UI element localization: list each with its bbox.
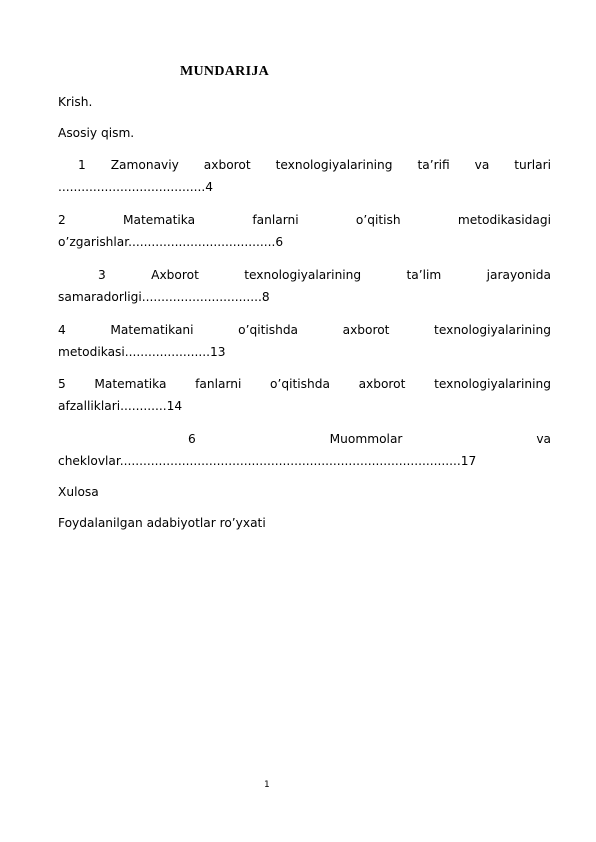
toc-entry-6-line [58, 428, 551, 450]
toc-entry-6-word: Muommolar [329, 432, 403, 446]
toc-entry-1-word: axborot [203, 158, 251, 172]
toc-entry-4-word: o’qitishda [238, 323, 299, 337]
toc-entry-4-word: axborot [342, 323, 390, 337]
toc-entry-3-page-leader: samaradorligi...............................8 [58, 290, 270, 304]
toc-entry-5-line [58, 373, 551, 395]
toc-entry-1-word: Zamonaviy [110, 158, 179, 172]
toc-entry-1-word: va [474, 158, 490, 172]
toc-entry-2-word: fanlarni [252, 213, 299, 227]
toc-entry-2-word: o’qitish [355, 213, 401, 227]
toc-entry-3-word: Axborot [151, 268, 199, 282]
toc-entry-2-number: 2 [58, 213, 66, 227]
toc-entry-5-word: Matematika [94, 377, 167, 391]
toc-entry-2-page-leader: o’zgarishlar......................................6 [58, 235, 284, 249]
toc-entry-2-line [58, 209, 551, 231]
toc-entry-4-number: 4 [58, 323, 66, 337]
toc-entry-2-word: Matematika [123, 213, 196, 227]
toc-entry-references: Foydalanilgan adabiyotlar ro’yxati [58, 516, 266, 530]
toc-entry-3-word: ta’lim [406, 268, 442, 282]
toc-entry-3-word: jarayonida [486, 268, 551, 282]
toc-entry-5-page-leader: afzalliklari............14 [58, 399, 183, 413]
toc-entry-4-line [58, 319, 551, 341]
toc-entry-1-word: turlari [514, 158, 551, 172]
toc-entry-5-number: 5 [58, 377, 66, 391]
toc-entry-2-word: metodikasidagi [457, 213, 551, 227]
toc-entry-introduction: Krish. [58, 95, 93, 109]
toc-entry-4-word: Matematikani [110, 323, 194, 337]
toc-entry-6-word: va [536, 432, 551, 446]
toc-entry-1-number: 1 [78, 158, 86, 172]
toc-entry-1-word: ta’rifi [417, 158, 450, 172]
page-title: MUNDARIJA [180, 64, 270, 79]
toc-entry-5-word: o’qitishda [270, 377, 330, 391]
toc-entry-1 [58, 154, 551, 198]
toc-entry-5-word: fanlarni [195, 377, 242, 391]
toc-entry-3 [58, 264, 551, 308]
toc-entry-3-number: 3 [98, 268, 106, 282]
toc-entry-1-line [58, 154, 551, 176]
toc-entry-4 [58, 319, 551, 363]
toc-entry-5-word: axborot [358, 377, 406, 391]
toc-entry-4-page-leader: metodikasi......................13 [58, 345, 226, 359]
toc-entry-4-word: texnologiyalarining [434, 323, 551, 337]
toc-entry-6-page-leader: cheklovlar........................................................................................17 [58, 454, 477, 468]
toc-entry-1-word: texnologiyalarining [275, 158, 393, 172]
toc-entry-6 [58, 428, 551, 472]
toc-entry-main-part: Asosiy qism. [58, 126, 135, 140]
toc-entry-5 [58, 373, 551, 417]
toc-entry-5-word: texnologiyalarining [434, 377, 551, 391]
toc-entry-conclusion: Xulosa [58, 485, 99, 499]
toc-entry-3-word: texnologiyalarining [244, 268, 362, 282]
toc-entry-1-page-leader: ......................................4 [58, 180, 213, 194]
toc-entry-2 [58, 209, 551, 253]
page-number: 1 [264, 780, 270, 790]
toc-entry-3-line [58, 264, 551, 286]
toc-entry-6-number: 6 [188, 432, 196, 446]
